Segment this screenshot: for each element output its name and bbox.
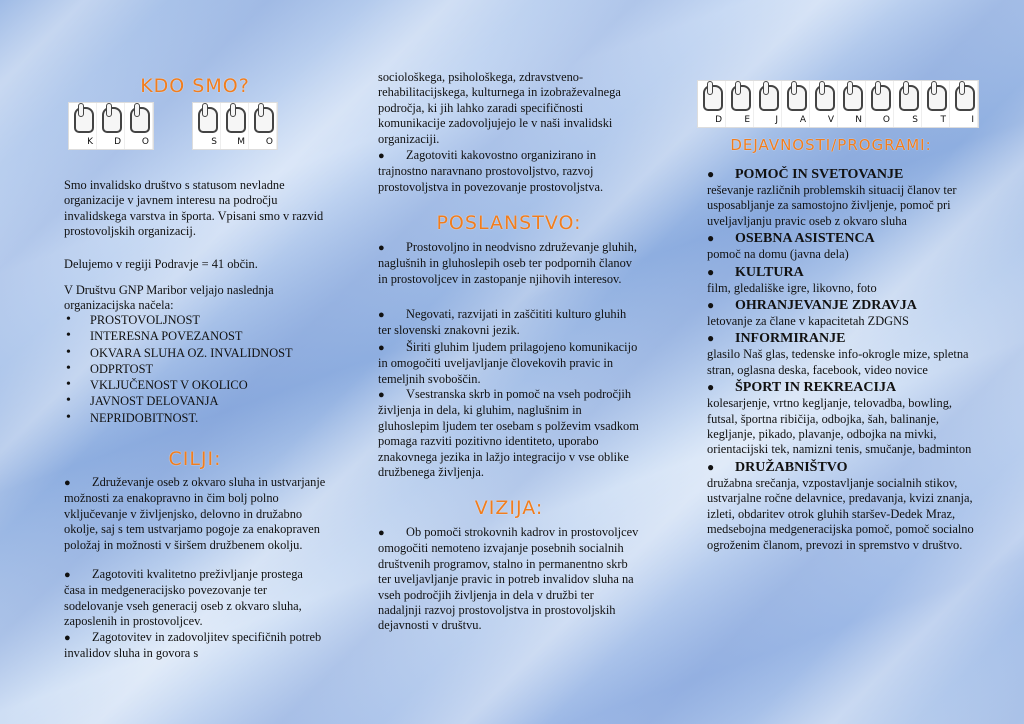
- list-item: • PROSTOVOLJNOST: [64, 312, 326, 328]
- sign-kdo-image: [68, 102, 154, 150]
- program-item: ● INFORMIRANJE glasilo Naš glas, tedenske info-okrogle mize, spletna stran, oglasna deska, facebook, video novice: [707, 330, 975, 378]
- sign-hand-icon: A: [782, 81, 810, 127]
- cilji-heading: CILJI:: [168, 448, 222, 470]
- sign-hand-icon: I: [950, 81, 978, 127]
- list-item: • ODPRTOST: [64, 361, 326, 377]
- program-title: OSEBNA ASISTENCA: [735, 231, 875, 247]
- panel-dejavnosti: [707, 0, 975, 724]
- sign-hand-icon: K: [69, 103, 97, 149]
- program-title: OHRANJEVANJE ZDRAVJA: [735, 298, 917, 314]
- mission-item: ● Prostovoljno in neodvisno združevanje gluhih, naglušnih in gluhoslepih oseb ter podpornih članov in prostovoljcev in zastopanje njihovih interesov.: [378, 240, 637, 286]
- program-title: KULTURA: [735, 264, 804, 280]
- sign-hand-icon: N: [838, 81, 866, 127]
- program-item: ● OSEBNA ASISTENCA pomoč na domu (javna dela): [707, 230, 975, 262]
- sign-hand-icon: V: [810, 81, 838, 127]
- list-item: • OKVARA SLUHA OZ. INVALIDNOST: [64, 345, 326, 361]
- intro-text: Smo invalidsko društvo s statusom nevladne organizacije v javnem interesu na področju invalidskega varstva in športa. Vpisani smo v razvid prostovoljskih organizacij.: [64, 178, 324, 239]
- mission-item: ● Vsestranska skrb in pomoč na vseh področjih življenja in dela, ki gluhim, naglušnim in gluhoslepim ljudem ter osebam s polževim vsadkom pomaga razviti pozitivno identiteto, uporabo znakovnega jezika in lažjo integracijo v vse oblike družbenega življenja.: [378, 387, 639, 480]
- program-title: POMOČ IN SVETOVANJE: [735, 167, 904, 182]
- program-desc: družabna srečanja, vzpostavljanje socialnih stikov, ustvarjalne ročne delavnice, predavanja, kvizi znanja, izleti, obdaritev otrok gluhih staršev-Dedek Mraz, medsebojna medgeneracijska pomoč, pomoč socialno ogroženim članom, prevozi in spremstvo v društvo.: [707, 475, 974, 552]
- poslanstvo-heading: POSLANSTVO:: [436, 212, 582, 234]
- panel-kdo-smo: [64, 0, 326, 724]
- program-desc: glasilo Naš glas, tedenske info-okrogle mize, spletna stran, oglasna deska, facebook, video novice: [707, 347, 969, 377]
- sign-hand-icon: M: [221, 103, 249, 149]
- list-item: • INTERESNA POVEZANOST: [64, 328, 326, 344]
- region-text: Delujemo v regiji Podravje = 41 občin.: [64, 257, 258, 271]
- sign-hand-icon: D: [97, 103, 125, 149]
- sign-hand-icon: D: [698, 81, 726, 127]
- sign-hand-icon: J: [754, 81, 782, 127]
- panel-poslanstvo: [378, 0, 640, 724]
- list-item: • VKLJUČENOST V OKOLICO: [64, 377, 326, 393]
- sign-hand-icon: O: [249, 103, 277, 149]
- principles-list: [64, 312, 326, 426]
- sign-dejavnosti-image: [697, 80, 979, 128]
- program-desc: letovanje za člane v kapacitetah ZDGNS: [707, 314, 909, 329]
- program-desc: film, gledališke igre, likovno, foto: [707, 280, 877, 295]
- goal-item: ● Zagotoviti kakovostno organizirano in trajnostno naravnano prostovoljstvo, razvoj prostovoljstva in povezovanje prostovoljstva.: [378, 148, 604, 194]
- sign-smo-image: [192, 102, 278, 150]
- sign-hand-icon: S: [894, 81, 922, 127]
- program-item: ● OHRANJEVANJE ZDRAVJA letovanje za člane v kapacitetah ZDGNS: [707, 297, 975, 329]
- program-desc: pomoč na domu (javna dela): [707, 247, 849, 262]
- program-title: ŠPORT IN REKREACIJA: [735, 380, 897, 396]
- program-item: ● ŠPORT IN REKREACIJA kolesarjenje, vrtno kegljanje, telovadba, bowling, futsal, športna ribičija, odbojka, šah, balinanje, kegljanje, pikado, plavanje, odbojka na mivki, orientacijski tek, namizni tenis, smučanje, badminton: [707, 379, 975, 458]
- goal-item: ● Zagotovitev in zadovoljitev specifičnih potreb invalidov sluha in govora s: [64, 630, 322, 661]
- sign-hand-icon: O: [866, 81, 894, 127]
- vizija-heading: VIZIJA:: [474, 497, 544, 519]
- vision-item: ● Ob pomoči strokovnih kadrov in prostovoljcev omogočiti nemoteno izvajanje posebnih socialnih društvenih programov, stalno in permanentno skrb ter uveljavljanje pravic in potreb invalidov sluha na vseh področjih življenja in dela v družbi ter nadaljnji razvoj prostovoljstva in prostovoljskih dejavnosti v društvu.: [378, 525, 639, 633]
- mission-item: ● Negovati, razvijati in zaščititi kulturo gluhih ter slovenski znakovni jezik.: [378, 307, 627, 338]
- program-item: ● DRUŽABNIŠTVO družabna srečanja, vzpostavljanje socialnih stikov, ustvarjalne ročne delavnice, predavanja, kvizi znanja, izleti, obdaritev otrok gluhih staršev-Dedek Mraz, medsebojna medgeneracijska pomoč, pomoč socialno ogroženim članom, prevozi in spremstvo v društvo.: [707, 459, 974, 552]
- goal-continuation: sociološkega, psihološkega, zdravstveno-rehabilitacijskega, kulturnega in izobraževalnega področja, ki jih lahko zaradi specifičnosti komunikacije zadovoljujejo le v naši invalidski organizaciji.: [378, 70, 621, 146]
- kdo-smo-heading: KDO SMO?: [140, 75, 250, 97]
- program-title: DRUŽABNIŠTVO: [735, 459, 848, 475]
- goal-item: ● Zagotoviti kvalitetno preživljanje prostega časa in medgeneracijsko povezovanje ter sodelovanje vseh generacij oseb z okvaro sluha, zaposlenih in prostovoljcev.: [64, 567, 303, 629]
- sign-hand-icon: T: [922, 81, 950, 127]
- goal-item: ● Združevanje oseb z okvaro sluha in ustvarjanje možnosti za enakopravno in čim bolj polno vključevanje v življenjsko, delovno in družabno okolje, saj s tem ustvarjamo pogoje za enakopraven položaj in možnosti v širšem družbenem okolju.: [64, 475, 326, 552]
- list-item: • JAVNOST DELOVANJA: [64, 393, 326, 409]
- sign-hand-icon: S: [193, 103, 221, 149]
- program-title: INFORMIRANJE: [735, 331, 846, 347]
- mission-item: ● Širiti gluhim ljudem prilagojeno komunikacijo in omogočiti uveljavljanje človekovih pravic in temeljnih svoboščin.: [378, 340, 638, 386]
- program-desc: kolesarjenje, vrtno kegljanje, telovadba, bowling, futsal, športna ribičija, odbojka, šah, balinanje, kegljanje, pikado, plavanje, odbojka na mivki, orientacijski tek, namizni tenis, smučanje, badminton: [707, 396, 972, 457]
- list-item: • NEPRIDOBITNOST.: [64, 410, 326, 426]
- principles-intro: V Društvu GNP Maribor veljajo naslednja organizacijska načela:: [64, 283, 274, 313]
- sign-hand-icon: O: [125, 103, 153, 149]
- sign-hand-icon: E: [726, 81, 754, 127]
- program-item: ● KULTURA film, gledališke igre, likovno, foto: [707, 264, 975, 296]
- program-item: ● POMOČ IN SVETOVANJE reševanje različnih problemskih situacij članov ter usposabljanje za samostojno življenje, pomoč pri uveljavljanju pravic oseb z okvaro sluha: [707, 166, 975, 229]
- programs-list: [707, 166, 975, 553]
- dejavnosti-heading: DEJAVNOSTI/PROGRAMI:: [730, 136, 932, 154]
- program-desc: reševanje različnih problemskih situacij članov ter usposabljanje za samostojno življenje, pomoč pri uveljavljanju pravic oseb z okvaro sluha: [707, 183, 957, 228]
